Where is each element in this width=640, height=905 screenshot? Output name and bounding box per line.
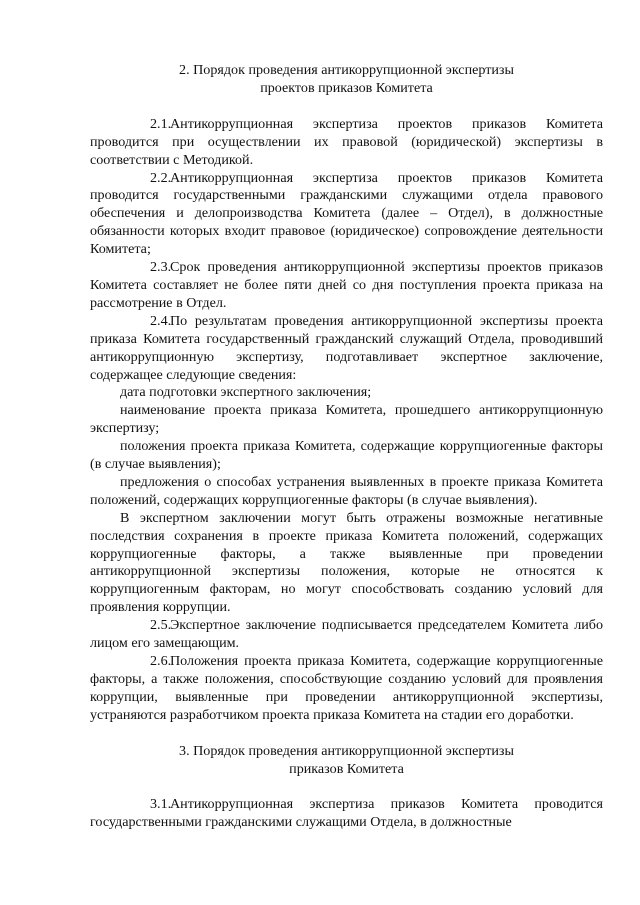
paragraph-text: Экспертное заключение подписывается председателем Комитета либо лицом его замещающим. <box>90 617 603 652</box>
list-item-date: дата подготовки экспертного заключения; <box>120 384 372 401</box>
paragraph-2-2 <box>90 170 603 260</box>
list-item-name: наименование проекта приказа Комитета, прошедшего антикоррупционную экспертизу; <box>90 402 603 437</box>
section-2-title-line-2: проектов приказов Комитета <box>260 79 433 96</box>
paragraph-2-1 <box>90 116 603 170</box>
paragraph-number: 2.4. <box>150 312 172 329</box>
paragraph-2-3 <box>90 259 603 313</box>
paragraph-number: 2.2. <box>150 169 172 186</box>
paragraph-text: Срок проведения антикоррупционной экспертизы проектов приказов Комитета составляет не более пяти дней со дня поступления проекта приказа на рассмотрение в Отдел. <box>90 259 603 311</box>
section-3-title-line-2: приказов Комитета <box>289 760 404 777</box>
paragraph-text: Антикоррупционная экспертиза проектов приказов Комитета проводится при осуществлении их правовой (юридической) экспертизы в соответствии с Методикой. <box>90 115 603 168</box>
paragraph-2-4 <box>90 313 603 385</box>
section-2-title-line-1: 2. Порядок проведения антикоррупционной экспертизы <box>179 62 514 78</box>
section-3-title <box>90 743 603 779</box>
paragraph-number: 2.1. <box>150 115 172 132</box>
paragraph-number: 2.5. <box>150 617 172 634</box>
list-item-proposals: предложения о способах устранения выявленных в проекте приказа Комитета положений, содержащих коррупциогенные факторы (в случае выявления). <box>90 473 603 508</box>
paragraph-text: Антикоррупционная экспертиза приказов Комитета проводится государственными гражданскими служащими Отдела, в должностные <box>90 796 603 831</box>
paragraph-note: В экспертном заключении могут быть отражены возможные негативные последствия сохранения в проекте приказа Комитета положений, содержащих коррупциогенные факторы, а также выявленные при проведении антикоррупционной экспертизы положения, которые не относятся к коррупциогенным факторам, но могут способствовать созданию условий для проявления коррупции. <box>90 509 603 616</box>
list-item-provisions: положения проекта приказа Комитета, содержащие коррупциогенные факторы (в случае выявления); <box>90 438 603 473</box>
paragraph-3-1 <box>90 796 603 832</box>
section-3-title-line-1: 3. Порядок проведения антикоррупционной экспертизы <box>179 742 514 759</box>
paragraph-number: 2.6. <box>150 653 172 669</box>
paragraph-number: 3.1. <box>150 796 172 813</box>
paragraph-number: 2.3. <box>150 259 172 276</box>
paragraph-2-6 <box>90 653 603 725</box>
paragraph-text: По результатам проведения антикоррупционной экспертизы проекта приказа Комитета государственный гражданский служащий Отдела, проводивший антикоррупционную экспертизу, подготавливает экспертное заключение, содержащее следующие сведения: <box>90 312 603 383</box>
paragraph-2-5 <box>90 617 603 653</box>
paragraph-text: Положения проекта приказа Комитета, содержащие коррупциогенные факторы, а также положения, способствующие созданию условий для проявления коррупции, выявленные при проведении антикоррупционной экспертизы, устраняются разработчиком проекта приказа Комитета на стадии его доработки. <box>90 653 603 723</box>
paragraph-text: Антикоррупционная экспертиза проектов приказов Комитета проводится государственными гражданскими служащими отдела правового обеспечения и делопроизводства Комитета (далее – Отдел), в должностные обязанности которых входит правовое (юридическое) сопровождение деятельности Комитета; <box>90 169 603 258</box>
section-2-title <box>90 62 603 98</box>
